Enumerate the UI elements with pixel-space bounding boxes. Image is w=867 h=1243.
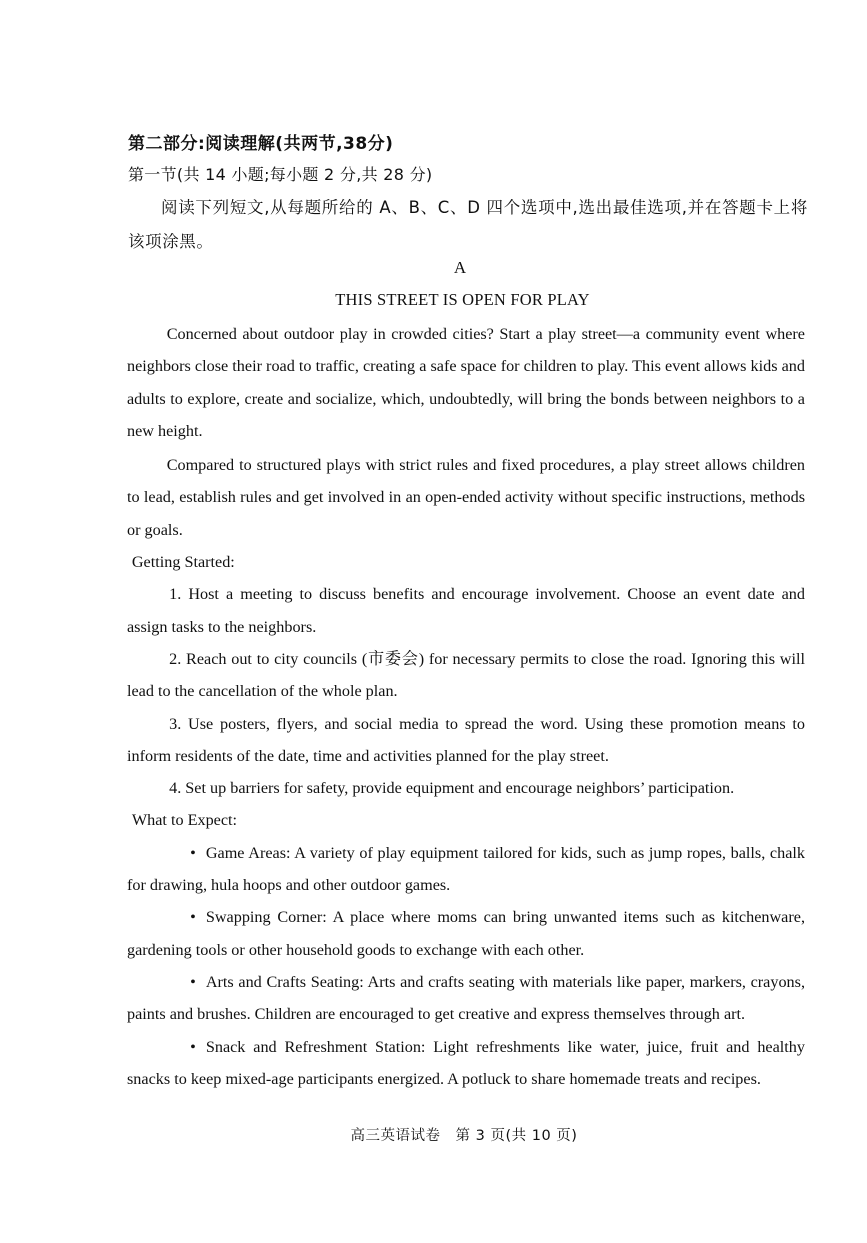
passage-paragraph: Concerned about outdoor play in crowded cities? Start a play street—a community event where neighbors close their road to traffic, creating a safe space for children to play. This event allows kids and adults to explore, create and socialize, which, undoubtedly, will bring the bonds between neighbors to a new height. xyxy=(127,325,805,440)
expect-item-text: Swapping Corner: A place where moms can bring unwanted items such as kitchenware, gardening tools or other household goods to exchange with each other. xyxy=(127,908,805,959)
passage-paragraph: Compared to structured plays with strict rules and fixed procedures, a play street allows children to lead, establish rules and get involved in an open-ended activity without specific instructions, methods or goals. xyxy=(127,456,805,539)
bullet-icon: • xyxy=(190,908,196,927)
step-item: 2. Reach out to city councils (市委会) for necessary permits to close the road. Ignoring this will lead to the cancellation of the whole plan. xyxy=(127,649,805,701)
bullet-icon: • xyxy=(190,843,196,862)
passage-title: THIS STREET IS OPEN FOR PLAY xyxy=(335,290,590,309)
step-item: 1. Host a meeting to discuss benefits and encourage involvement. Choose an event date and assign tasks to the neighbors. xyxy=(127,585,805,636)
expect-item-text: Game Areas: A variety of play equipment tailored for kids, such as jump ropes, balls, chalk for drawing, hula hoops and other outdoor games. xyxy=(127,843,805,895)
expect-item xyxy=(127,1031,805,1096)
passage-label: A xyxy=(453,258,467,277)
bullet-icon: • xyxy=(190,1037,196,1056)
bullet-icon: • xyxy=(190,972,196,991)
expect-item xyxy=(127,837,805,902)
step-item: 4. Set up barriers for safety, provide equipment and encourage neighbors’ participation. xyxy=(169,779,735,798)
expect-item-text: Arts and Crafts Seating: Arts and crafts seating with materials like paper, markers, crayons, paints and brushes. Children are encouraged to get creative and express themselves through art. xyxy=(127,972,805,1024)
section-title: 第二部分:阅读理解(共两节,38分) xyxy=(128,134,394,154)
expect-item xyxy=(127,966,805,1031)
step-item: 3. Use posters, flyers, and social media to spread the word. Using these promotion means to inform residents of the date, time and activities planned for the play street. xyxy=(127,714,805,765)
instructions: 阅读下列短文,从每题所给的 A、B、C、D 四个选项中,选出最佳选项,并在答题卡上将该项涂黑。 xyxy=(128,198,808,251)
what-to-expect-heading: What to Expect: xyxy=(131,811,238,830)
expect-item xyxy=(127,901,805,966)
getting-started-heading: Getting Started: xyxy=(131,553,235,572)
subsection-title: 第一节(共 14 小题;每小题 2 分,共 28 分) xyxy=(128,165,433,184)
expect-item-text: Snack and Refreshment Station: Light refreshments like water, juice, fruit and healthy snacks to keep mixed-age participants energized. A potluck to share homemade treats and recipes. xyxy=(127,1037,805,1088)
page-footer: 高三英语试卷 第 3 页(共 10 页) xyxy=(350,1128,578,1144)
passage-body xyxy=(127,318,805,1095)
